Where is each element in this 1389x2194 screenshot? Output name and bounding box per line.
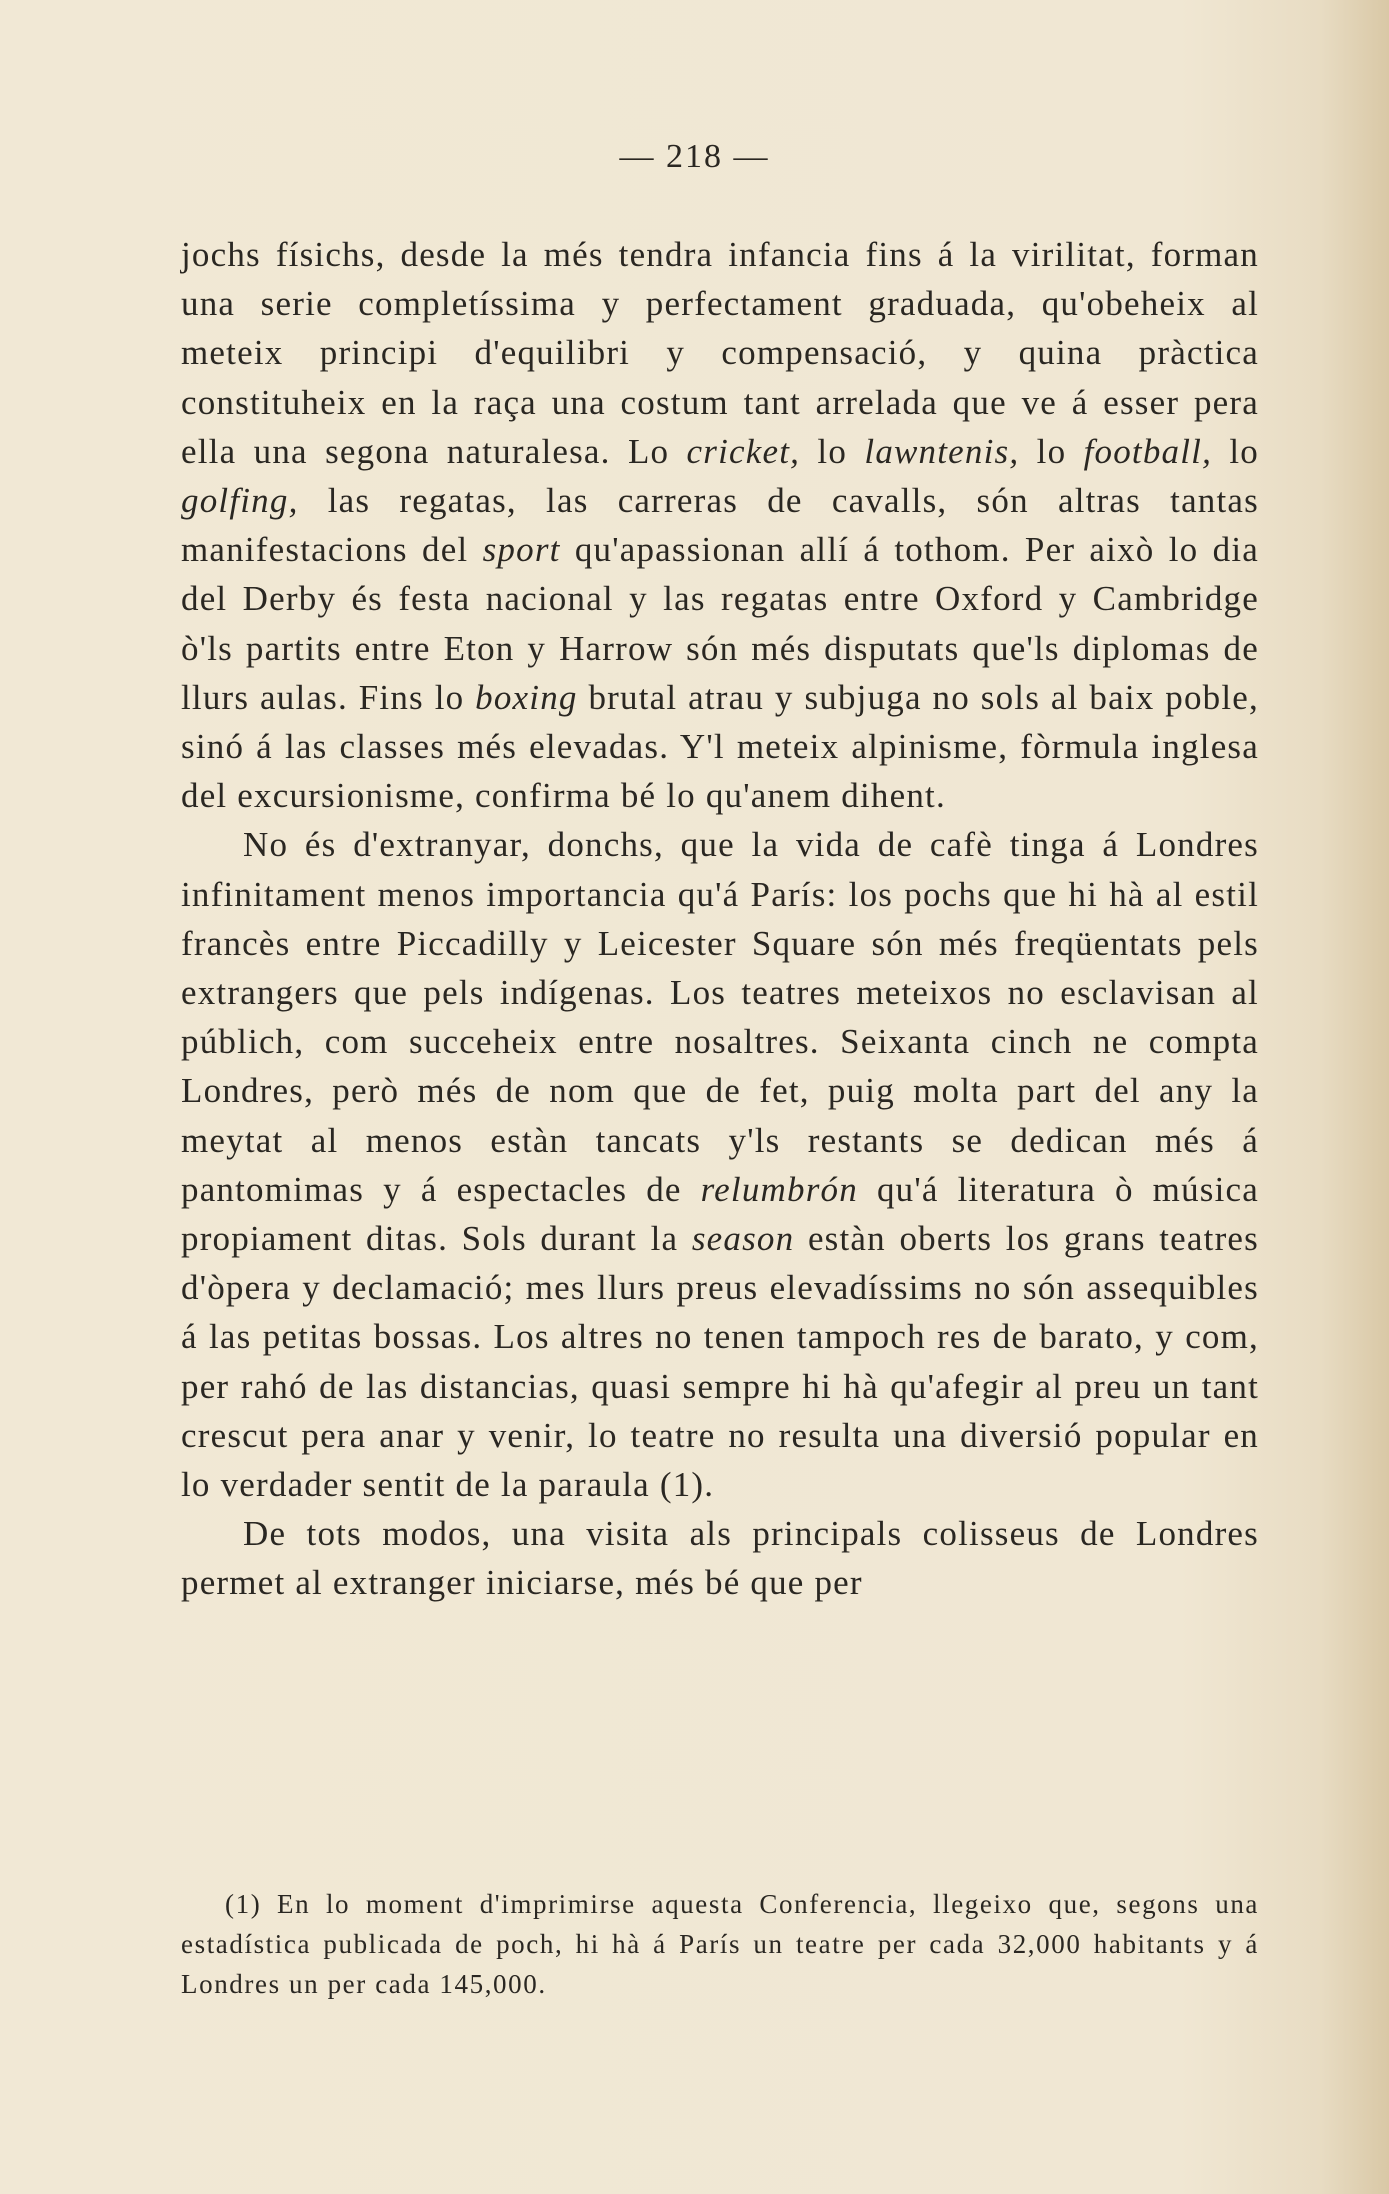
- paragraph-2: [181, 820, 1259, 1509]
- text-run: De tots modos, una visita als principals colisseus de Londres permet al extranger iniciarse, més bé que per: [181, 1514, 1259, 1603]
- text-run: las regatas, las carreras de cavalls, són altras tantas manifestacions del: [181, 481, 1259, 570]
- text-run: qu'apassionan allí á tothom. Per això lo dia del Derby és festa nacional y las regatas entre Oxford y Cambridge ò'ls partits entre Eton y Harrow són més disputats que'ls diplomas de llurs aulas. Fins lo: [181, 530, 1259, 717]
- text-run: jochs físichs, desde la més tendra infancia fins á la virilitat, forman una serie completíssima y perfectament graduada, qu'obeheix al meteix principi d'equilibri y compensació, y quina pràctica constituheix en la raça una costum tant arrelada que ve á esser pera ella una segona naturalesa. Lo: [181, 235, 1259, 471]
- text-run: brutal atrau y subjuga no sols al baix poble, sinó á las classes més elevadas. Y'l meteix alpinisme, fòrmula inglesa del excursionisme, confirma bé lo qu'anem dihent.: [181, 677, 1259, 816]
- text-run: lo: [1019, 431, 1084, 471]
- text-run: qu'á literatura ò música propiament ditas. Sols durant la: [181, 1169, 1259, 1259]
- text-run: lo: [800, 431, 865, 471]
- italic-term: football,: [1083, 431, 1213, 471]
- paragraph-3: [181, 1509, 1259, 1607]
- italic-term: lawntenis,: [864, 431, 1020, 471]
- italic-term: season: [691, 1219, 795, 1259]
- italic-term: boxing: [475, 677, 578, 717]
- text-run: estàn oberts los grans teatres d'òpera y declamació; mes llurs preus elevadíssims no són assequibles á las petitas bossas. Los altres no tenen tampoch res de barato, y com, per rahó de las distancias, quasi sempre hi hà qu'afegir al preu un tant crescut pera anar y venir, lo teatre no resulta una diversió popular en lo verdader sentit de la paraula (1).: [181, 1219, 1259, 1505]
- italic-term: relumbrón: [700, 1169, 858, 1209]
- body-text: [181, 230, 1259, 1608]
- footnote-text: (1) En lo moment d'imprimirse aquesta Conferencia, llegeixo que, segons una estadística publicada de poch, hi hà á París un teatre per cada 32,000 habitants y á Londres un per cada 145,000.: [181, 1889, 1259, 1999]
- text-run: lo: [1212, 431, 1260, 471]
- page-number: — 218 —: [619, 138, 770, 175]
- text-run: No és d'extranyar, donchs, que la vida de cafè tinga á Londres infinitament menos importancia qu'á París: los pochs que hi hà al estil francès entre Piccadilly y Leicester Square són més freqüentats pels extrangers que pels indígenas. Los teatres meteixos no esclavisan al públich, com succeheix entre nosaltres. Seixanta cinch ne compta Londres, però més de nom que de fet, puig molta part del any la meytat al menos estàn tancats y'ls restants se dedican més á pantomimas y á espectacles de: [181, 825, 1259, 1209]
- italic-term: sport: [482, 530, 561, 570]
- italic-term: golfing,: [181, 481, 299, 521]
- paragraph-1: [181, 230, 1259, 820]
- footnote: [181, 1884, 1259, 2004]
- italic-term: cricket,: [686, 431, 801, 471]
